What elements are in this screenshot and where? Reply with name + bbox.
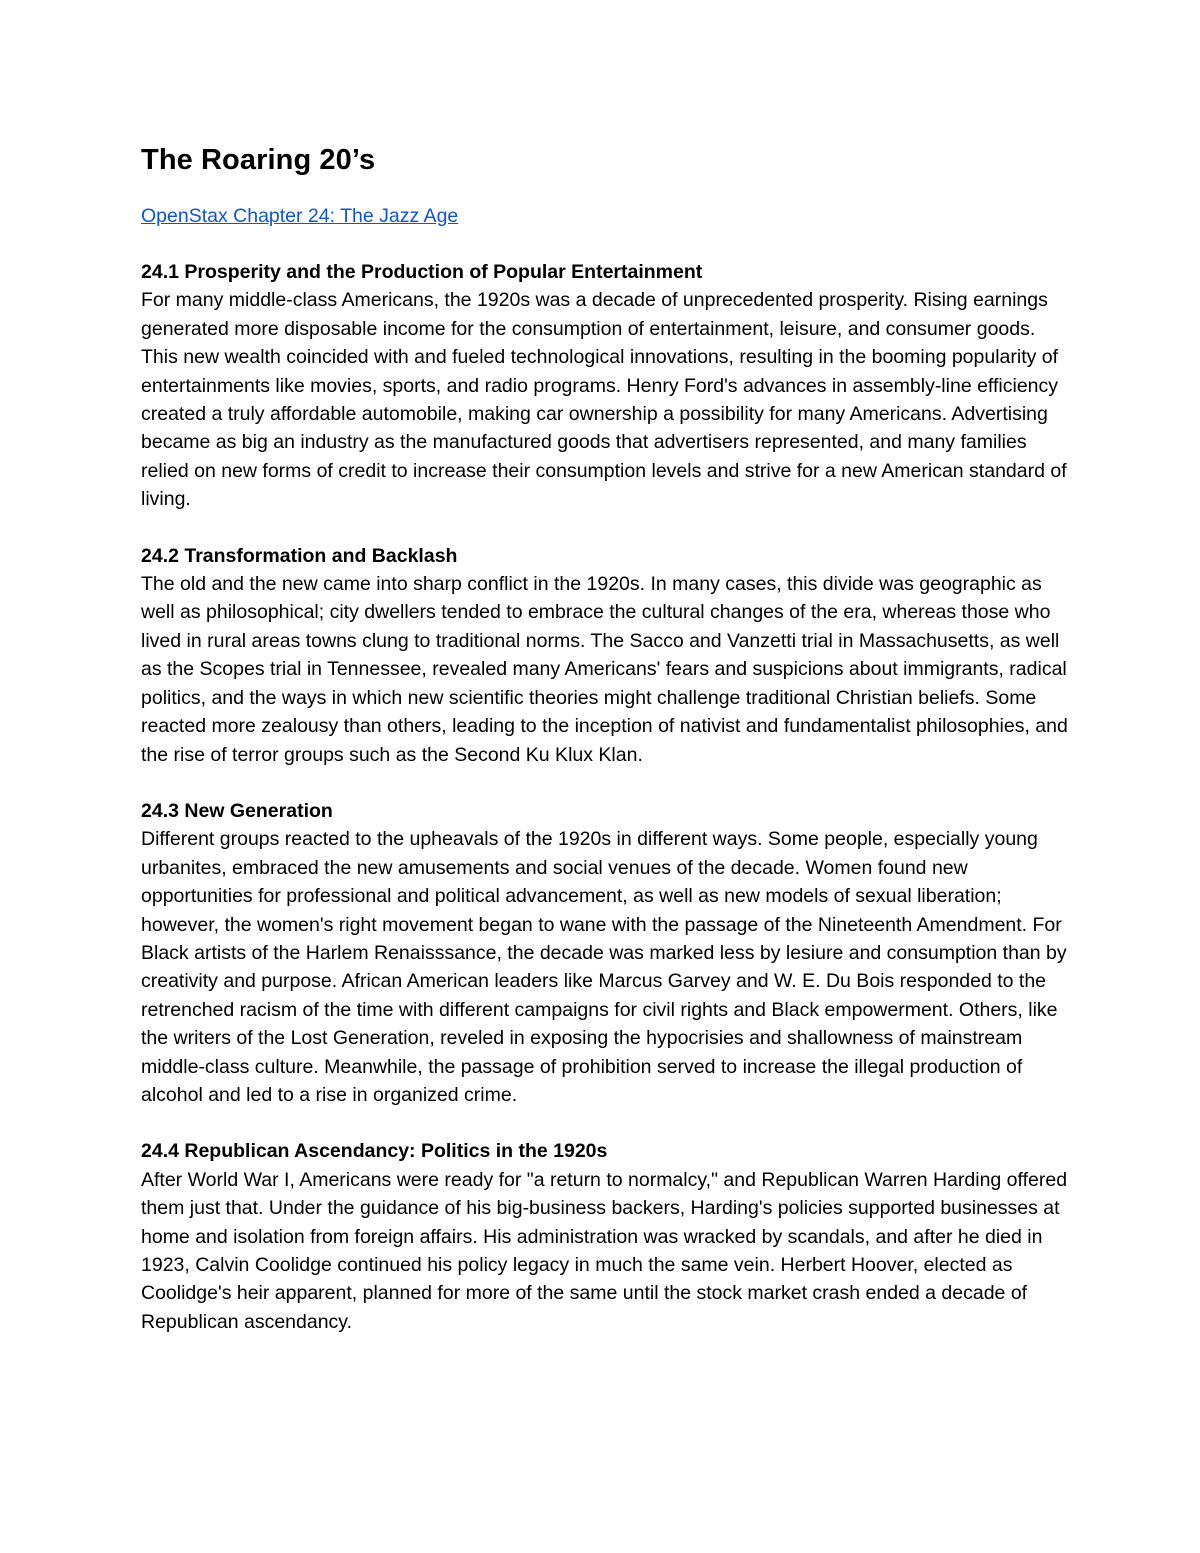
section-body: The old and the new came into sharp conflict in the 1920s. In many cases, this divide was geographic as well as philosophical; city dwellers tended to embrace the cultural changes of the era, whereas those who lived in rural areas towns clung to traditional norms. The Sacco and Vanzetti trial in Massachusetts, as well as the Scopes trial in Tennessee, revealed many Americans' fears and suspicions about immigrants, radical politics, and the ways in which new scientific theories might challenge traditional Christian beliefs. Some reacted more zealousy than others, leading to the inception of nativist and fundamentalist philosophies, and the rise of terror groups such as the Second Ku Klux Klan.: [141, 573, 1068, 766]
document-title: The Roaring 20’s: [141, 144, 376, 176]
link-row: [141, 182, 1071, 230]
section-heading: 24.1 Prosperity and the Production of Popular Entertainment: [141, 261, 703, 283]
section-body: After World War I, Americans were ready for "a return to normalcy," and Republican Warren Harding offered them just that. Under the guidance of his big-business backers, Harding's policies supported businesses at home and isolation from foreign affairs. His administration was wracked by scandals, and after he died in 1923, Calvin Coolidge continued his policy legacy in much the same vein. Herbert Hoover, elected as Coolidge's heir apparent, planned for more of the same until the stock market crash ended a decade of Republican ascendancy.: [141, 1168, 1068, 1333]
section-24-4: [141, 1137, 1071, 1336]
section-heading: 24.4 Republican Ascendancy: Politics in the 1920s: [141, 1140, 608, 1163]
section-heading: 24.2 Transformation and Backlash: [141, 544, 458, 567]
document-page: [141, 138, 1071, 1336]
section-heading: 24.3 New Generation: [141, 799, 333, 822]
openstax-chapter-link[interactable]: OpenStax Chapter 24: The Jazz Age: [141, 205, 459, 227]
section-24-3: [141, 797, 1071, 1109]
section-body: For many middle-class Americans, the 1920s was a decade of unprecedented prosperity. Rising earnings generated more disposable income for the consumption of entertainment, leisure, and consumer goods. This new wealth coincided with and fueled technological innovations, resulting in the booming popularity of entertainments like movies, sports, and radio programs. Henry Ford's advances in assembly-line efficiency created a truly affordable automobile, making car ownership a possibility for many Americans. Advertising became as big an industry as the manufactured goods that advertisers represented, and many families relied on new forms of credit to increase their consumption levels and strive for a new American standard of living.: [141, 289, 1067, 511]
section-24-1: [141, 258, 1071, 514]
section-24-2: [141, 542, 1071, 769]
section-body: Different groups reacted to the upheavals of the 1920s in different ways. Some people, especially young urbanites, embraced the new amusements and social venues of the decade. Women found new opportunities for professional and political advancement, as well as new models of sexual liberation; however, the women's right movement began to wane with the passage of the Nineteenth Amendment. For Black artists of the Harlem Renaisssance, the decade was marked less by lesiure and consumption than by creativity and purpose. African American leaders like Marcus Garvey and W. E. Du Bois responded to the retrenched racism of the time with different campaigns for civil rights and Black empowerment. Others, like the writers of the Lost Generation, reveled in exposing the hypocrisies and shallowness of mainstream middle-class culture. Meanwhile, the passage of prohibition served to increase the illegal production of alcohol and led to a rise in organized crime.: [141, 828, 1067, 1106]
